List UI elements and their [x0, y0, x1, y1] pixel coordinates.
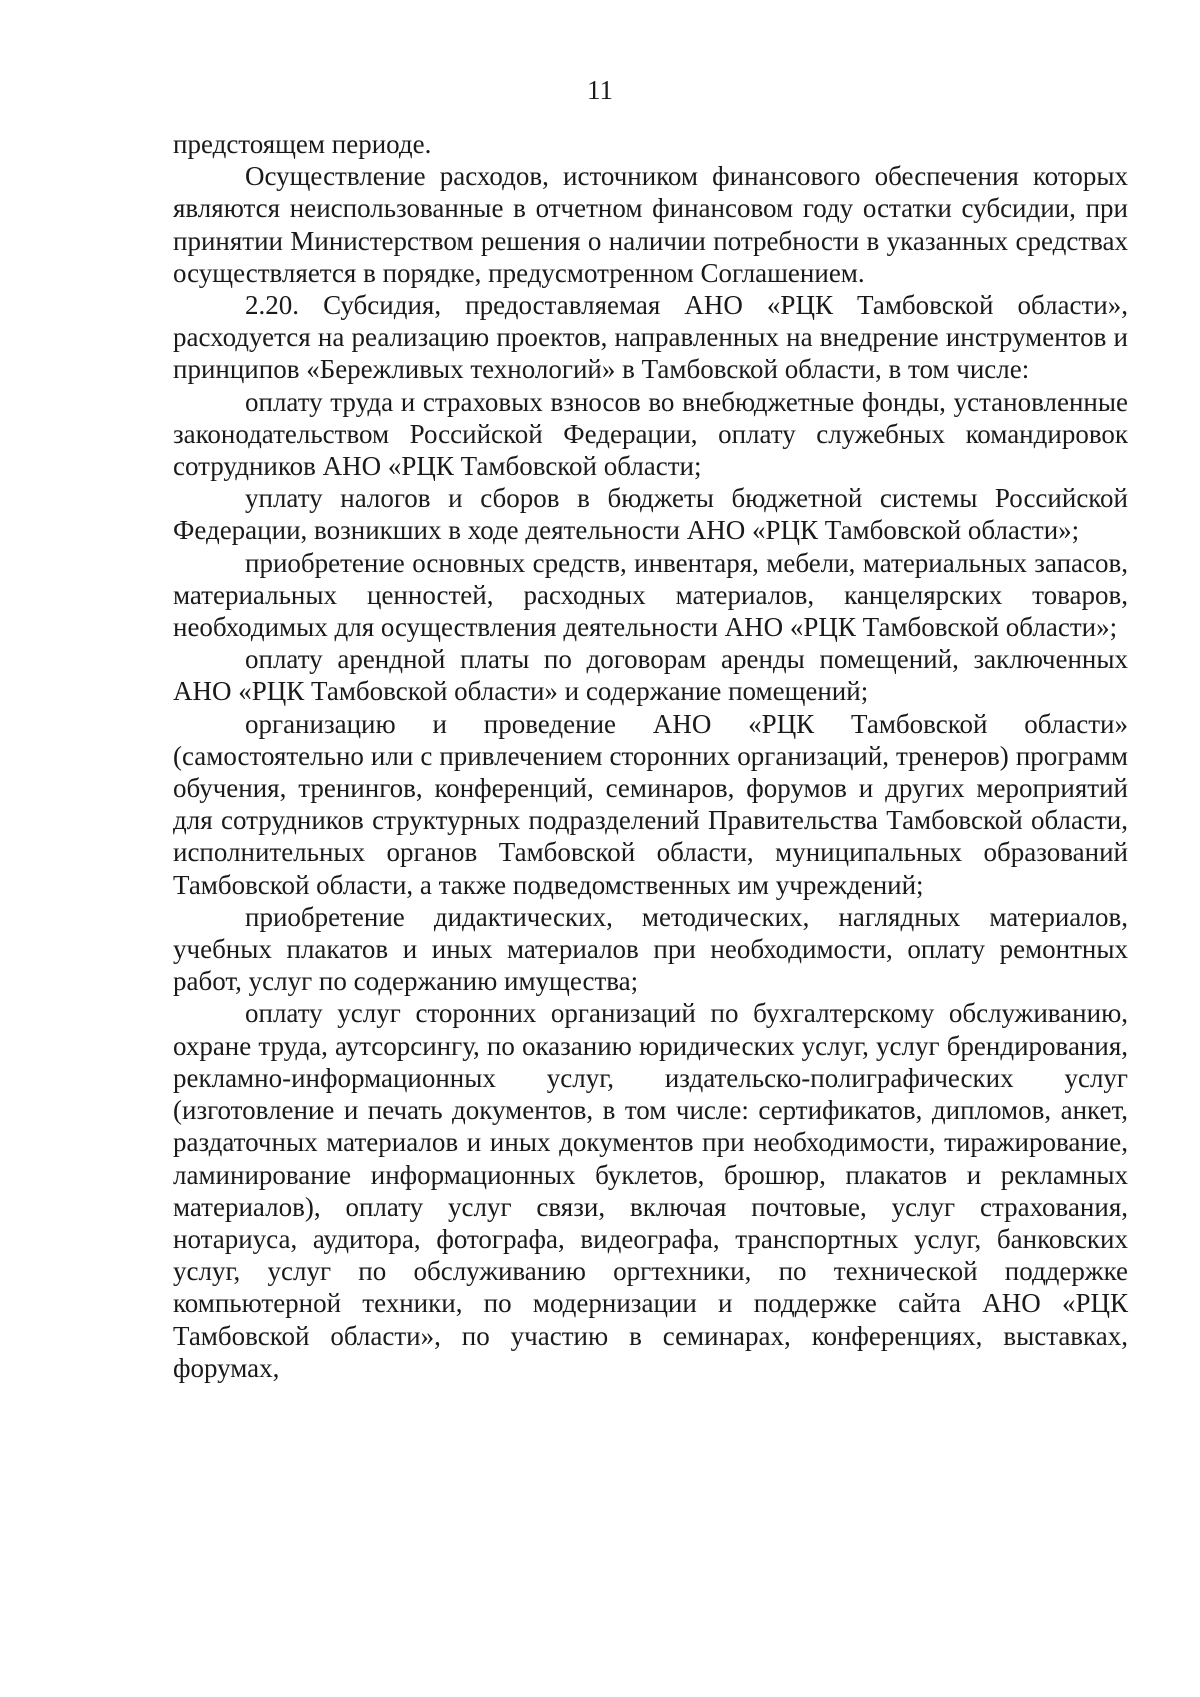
list-item-fixed-assets: приобретение основных средств, инвентаря, мебели, материальных запасов, материальных ценностей, расходных материалов, канцелярских товаров, необходимых для осуществления деятельности АНО «РЦК Тамбовской области»; — [173, 547, 1128, 643]
document-body — [173, 128, 1128, 1384]
paragraph-continuation: предстоящем периоде. — [173, 129, 432, 159]
paragraph-section-2-20: 2.20. Субсидия, предоставляемая АНО «РЦК Тамбовской области», расходуется на реализацию проектов, направленных на внедрение инструментов и принципов «Бережливых технологий» в Тамбовской области, в том числе: — [173, 290, 1128, 385]
list-item-taxes: уплату налогов и сборов в бюджеты бюджетной системы Российской Федерации, возникших в ходе деятельности АНО «РЦК Тамбовской области»; — [173, 483, 1128, 546]
list-item-labor-payment: оплату труда и страховых взносов во внебюджетные фонды, установленные законодательством Российской Федерации, оплату служебных командировок сотрудников АНО «РЦК Тамбовской области; — [173, 386, 1128, 482]
paragraph-unused-balance: Осуществление расходов, источником финансового обеспечения которых являются неиспользованные в отчетном финансовом году остатки субсидии, при принятии Министерством решения о наличии потребности в указанных средствах осуществляется в порядке, предусмотренном Соглашением. — [173, 161, 1128, 288]
list-item-training-events: организацию и проведение АНО «РЦК Тамбовской области» (самостоятельно или с привлечением сторонних организаций, тренеров) программ обучения, тренингов, конференций, семинаров, форумов и других мероприятий для сотрудников структурных подразделений Правительства Тамбовской области, исполнительных органов Тамбовской области, муниципальных образований Тамбовской области, а также подведомственных им учреждений; — [173, 708, 1128, 900]
page-number: 11 — [587, 75, 613, 105]
list-item-rent: оплату арендной платы по договорам аренды помещений, заключенных АНО «РЦК Тамбовской области» и содержание помещений; — [173, 644, 1128, 707]
list-item-third-party-services: оплату услуг сторонних организаций по бухгалтерскому обслуживанию, охране труда, аутсорсингу, по оказанию юридических услуг, услуг брендирования, рекламно-информационных услуг, издательско-полиграфических услуг (изготовление и печать документов, в том числе: сертификатов, дипломов, анкет, раздаточных материалов и иных документов при необходимости, тиражирование, ламинирование информационных буклетов, брошюр, плакатов и рекламных материалов), оплату услуг связи, включая почтовые, услуг страхования, нотариуса, аудитора, фотографа, видеографа, транспортных услуг, банковских услуг, услуг по обслуживанию оргтехники, по технической поддержке компьютерной техники, по модернизации и поддержке сайта АНО «РЦК Тамбовской области», по участию в семинарах, конференциях, выставках, форумах, — [173, 998, 1128, 1383]
list-item-materials: приобретение дидактических, методических, наглядных материалов, учебных плакатов и иных материалов при необходимости, оплату ремонтных работ, услуг по содержанию имущества; — [173, 901, 1128, 997]
